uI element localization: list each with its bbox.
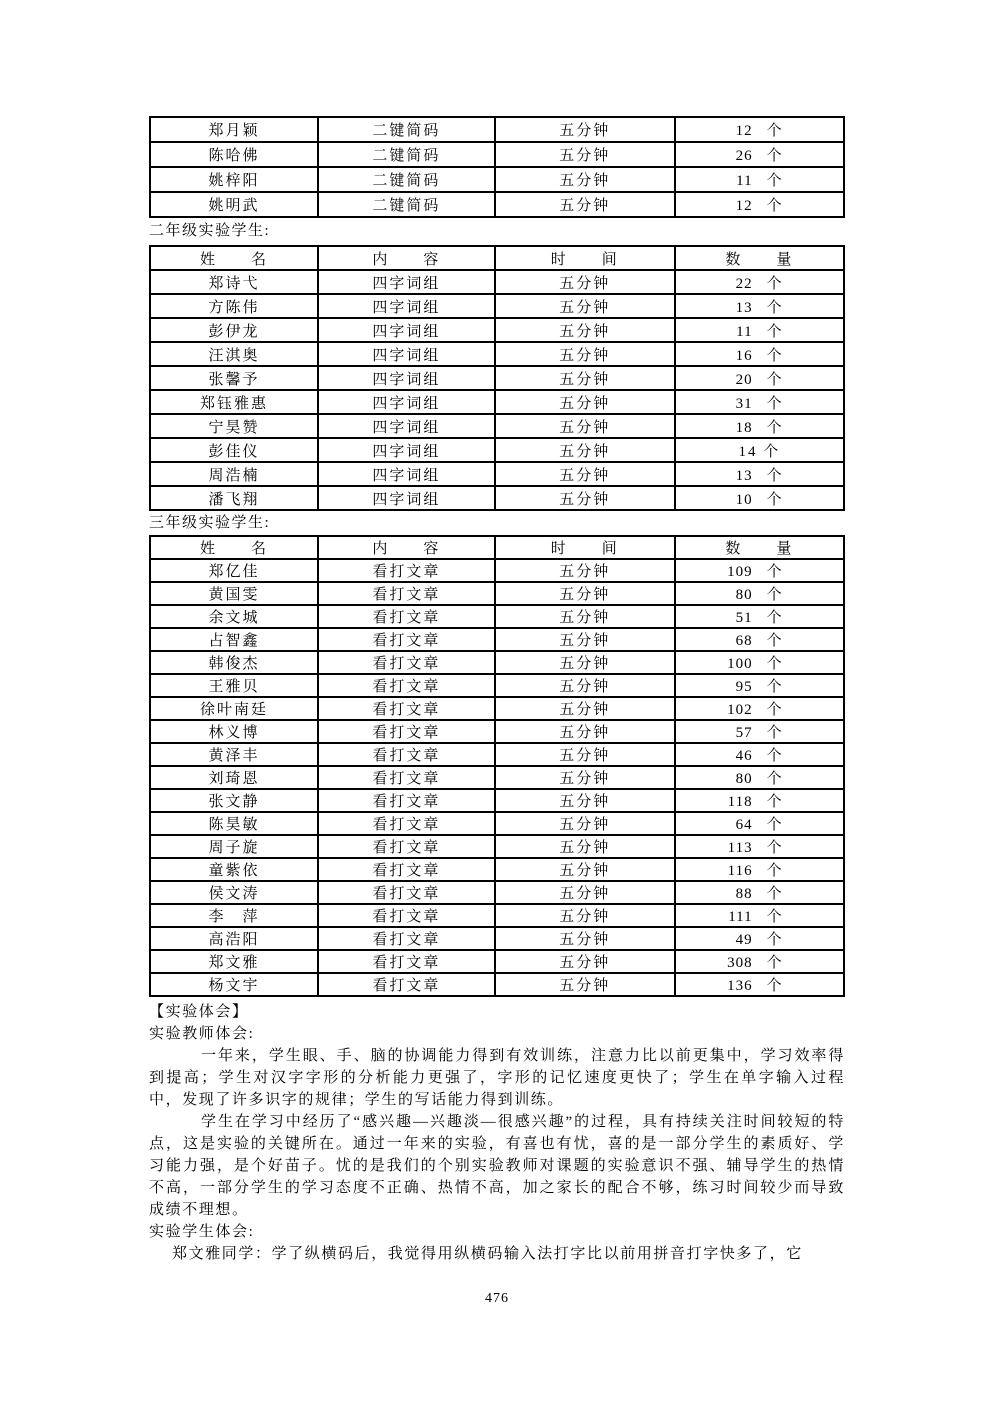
table-row [150, 342, 844, 366]
quantity-number: 88 [735, 886, 753, 902]
cell-name: 童紫依 [150, 858, 318, 881]
cell-content: 看打文章 [318, 674, 495, 697]
table-row [150, 414, 844, 438]
quantity-unit: 个 [766, 771, 783, 787]
cell-time: 五分钟 [495, 270, 675, 294]
cell-qty [675, 559, 844, 582]
quantity-number: 95 [735, 679, 753, 695]
cell-name: 方陈伟 [150, 294, 318, 318]
cell-content: 四字词组 [318, 486, 495, 510]
quantity-unit: 个 [766, 886, 783, 902]
cell-qty [675, 927, 844, 950]
cell-time: 五分钟 [495, 167, 675, 192]
cell-qty [675, 366, 844, 390]
header-row [150, 246, 844, 270]
cell-content: 看打文章 [318, 904, 495, 927]
cell-name: 汪淇奥 [150, 342, 318, 366]
cell-content: 看打文章 [318, 651, 495, 674]
cell-name: 张文静 [150, 789, 318, 812]
cell-qty [675, 192, 844, 217]
cell-time: 五分钟 [495, 835, 675, 858]
quantity-number: 31 [735, 395, 753, 412]
quantity-number: 111 [728, 909, 753, 925]
quantity-unit: 个 [766, 419, 783, 436]
quantity-unit: 个 [766, 932, 783, 948]
cell-content: 看打文章 [318, 582, 495, 605]
table-row [150, 651, 844, 674]
quantity-unit: 个 [766, 323, 783, 340]
quantity-unit: 个 [766, 633, 783, 649]
cell-time: 五分钟 [495, 858, 675, 881]
quantity-number: 109 [727, 564, 753, 580]
quantity-number: 12 [735, 198, 753, 214]
table-row [150, 812, 844, 835]
quantity-unit: 个 [766, 347, 783, 364]
table-row [150, 766, 844, 789]
cell-time: 五分钟 [495, 117, 675, 142]
table-row [150, 117, 844, 142]
cell-time: 五分钟 [495, 674, 675, 697]
table-row [150, 743, 844, 766]
quantity-unit: 个 [766, 794, 783, 810]
cell-content: 二键简码 [318, 142, 495, 167]
table-row [150, 835, 844, 858]
cell-content: 二键简码 [318, 117, 495, 142]
quantity-unit: 个 [766, 275, 783, 292]
cell-content: 看打文章 [318, 605, 495, 628]
cell-time: 五分钟 [495, 766, 675, 789]
cell-time: 五分钟 [495, 438, 675, 462]
quantity-unit: 个 [766, 198, 783, 214]
cell-time: 五分钟 [495, 366, 675, 390]
cell-qty [675, 318, 844, 342]
grade1-table-body [150, 117, 844, 217]
cell-name: 郑亿佳 [150, 559, 318, 582]
cell-name: 郑月颖 [150, 117, 318, 142]
cell-name: 郑诗弋 [150, 270, 318, 294]
cell-content: 看打文章 [318, 927, 495, 950]
cell-name: 韩俊杰 [150, 651, 318, 674]
quantity-number: 49 [735, 932, 753, 948]
cell-content: 看打文章 [318, 973, 495, 996]
quantity-number: 113 [727, 840, 753, 856]
table-row [150, 720, 844, 743]
quantity-number: 116 [727, 863, 753, 879]
quantity-unit: 个 [766, 909, 783, 925]
cell-name: 彭佳仪 [150, 438, 318, 462]
cell-time: 五分钟 [495, 192, 675, 217]
cell-qty [675, 117, 844, 142]
table-row [150, 142, 844, 167]
cell-content: 看打文章 [318, 812, 495, 835]
cell-content: 看打文章 [318, 950, 495, 973]
cell-qty [675, 766, 844, 789]
quantity-number: 10 [735, 491, 753, 508]
quantity-unit: 个 [766, 587, 783, 603]
quantity-unit: 个 [766, 491, 783, 508]
cell-content: 四字词组 [318, 342, 495, 366]
quantity-unit: 个 [766, 467, 783, 484]
cell-name: 彭伊龙 [150, 318, 318, 342]
cell-qty [675, 342, 844, 366]
cell-qty [675, 835, 844, 858]
cell-name: 占智鑫 [150, 628, 318, 651]
cell-content: 看打文章 [318, 697, 495, 720]
cell-content: 看打文章 [318, 858, 495, 881]
quantity-unit: 个 [766, 148, 783, 164]
student-reflections-paragraph-1: 郑文雅同学：学了纵横码后，我觉得用纵横码输入法打字比以前用拼音打字快多了，它 [172, 1246, 803, 1262]
cell-time: 五分钟 [495, 414, 675, 438]
quantity-unit: 个 [766, 702, 783, 718]
cell-qty [675, 462, 844, 486]
table-row [150, 294, 844, 318]
quantity-unit: 个 [766, 395, 783, 412]
cell-name: 潘飞翔 [150, 486, 318, 510]
quantity-number: 68 [735, 633, 753, 649]
cell-qty [675, 674, 844, 697]
table-row [150, 628, 844, 651]
cell-qty [675, 950, 844, 973]
cell-name: 周浩楠 [150, 462, 318, 486]
quantity-number: 51 [735, 610, 753, 626]
cell-qty [675, 605, 844, 628]
quantity-unit: 个 [766, 610, 783, 626]
quantity-number: 11 [736, 323, 753, 340]
table-row [150, 605, 844, 628]
cell-content: 二键简码 [318, 167, 495, 192]
section-title: 【实验体会】 [149, 1004, 249, 1020]
table-row [150, 318, 844, 342]
cell-time: 五分钟 [495, 582, 675, 605]
cell-qty [675, 414, 844, 438]
teacher-reflections-heading: 实验教师体会: [149, 1026, 255, 1042]
cell-name: 陈昊敏 [150, 812, 318, 835]
quantity-unit: 个 [766, 725, 783, 741]
column-header-name: 姓 名 [150, 536, 318, 559]
table-row [150, 950, 844, 973]
cell-time: 五分钟 [495, 720, 675, 743]
cell-name: 姚明武 [150, 192, 318, 217]
quantity-number: 46 [735, 748, 753, 764]
cell-content: 看打文章 [318, 766, 495, 789]
column-header-quantity: 数 量 [675, 536, 844, 559]
cell-time: 五分钟 [495, 559, 675, 582]
cell-time: 五分钟 [495, 789, 675, 812]
cell-content: 二键简码 [318, 192, 495, 217]
quantity-number: 80 [735, 771, 753, 787]
quantity-number: 57 [735, 725, 753, 741]
cell-content: 四字词组 [318, 366, 495, 390]
cell-content: 看打文章 [318, 835, 495, 858]
teacher-reflections-paragraph-2: 学生在学习中经历了“感兴趣—兴趣淡—很感兴趣”的过程，具有持续关注时间较短的特点，这是实验的关键所在。通过一年来的实验，有喜也有忧，喜的是一部分学生的素质好、学习能力强，是个好苗子。忧的是我们的个别实验教师对课题的实验意识不强、辅导学生的热情不高，一部分学生的学习态度不正确、热情不高，加之家长的配合不够，练习时间较少而导致成绩不理想。 [149, 1114, 845, 1218]
table-row [150, 927, 844, 950]
table-row [150, 973, 844, 996]
cell-time: 五分钟 [495, 651, 675, 674]
cell-name: 郑钰雅惠 [150, 390, 318, 414]
cell-name: 余文城 [150, 605, 318, 628]
grade1-results-table [149, 116, 845, 218]
table-row [150, 582, 844, 605]
table-row [150, 904, 844, 927]
quantity-number: 13 [735, 299, 753, 316]
quantity-number: 12 [735, 123, 753, 139]
grade2-table-body [150, 270, 844, 510]
cell-qty [675, 973, 844, 996]
table-row [150, 167, 844, 192]
grade2-results-table [149, 245, 845, 511]
table-row [150, 270, 844, 294]
grade2-section-label: 二年级实验学生: [149, 223, 271, 239]
quantity-unit: 个 [766, 123, 783, 139]
cell-name: 郑文雅 [150, 950, 318, 973]
cell-qty [675, 881, 844, 904]
cell-content: 看打文章 [318, 743, 495, 766]
quantity-unit: 个 [766, 173, 783, 189]
cell-time: 五分钟 [495, 973, 675, 996]
cell-qty [675, 142, 844, 167]
quantity-number: 26 [735, 148, 753, 164]
cell-name: 林义博 [150, 720, 318, 743]
cell-name: 王雅贝 [150, 674, 318, 697]
table-row [150, 462, 844, 486]
quantity-number: 13 [735, 467, 753, 484]
quantity-unit: 个 [766, 955, 783, 971]
table-row [150, 366, 844, 390]
quantity-number: 11 [736, 173, 753, 189]
cell-qty [675, 743, 844, 766]
cell-qty [675, 486, 844, 510]
experiment-reflections-section [149, 1001, 845, 1265]
cell-time: 五分钟 [495, 486, 675, 510]
cell-qty [675, 628, 844, 651]
quantity-number: 18 [735, 419, 753, 436]
page-content [149, 116, 845, 1307]
column-header-name: 姓 名 [150, 246, 318, 270]
table-row [150, 390, 844, 414]
cell-name: 侯文涛 [150, 881, 318, 904]
cell-qty [675, 167, 844, 192]
cell-name: 刘琦恩 [150, 766, 318, 789]
table-row [150, 697, 844, 720]
cell-time: 五分钟 [495, 318, 675, 342]
cell-content: 看打文章 [318, 789, 495, 812]
cell-time: 五分钟 [495, 342, 675, 366]
quantity-unit: 个 [766, 371, 783, 388]
cell-qty [675, 858, 844, 881]
cell-qty [675, 720, 844, 743]
quantity-number: 100 [727, 656, 753, 672]
header-row [150, 536, 844, 559]
grade3-table-header [150, 536, 844, 559]
cell-time: 五分钟 [495, 904, 675, 927]
quantity-unit: 个 [766, 978, 783, 994]
table-row [150, 789, 844, 812]
table-row [150, 486, 844, 510]
cell-content: 看打文章 [318, 559, 495, 582]
cell-qty: 14 个 [675, 438, 844, 462]
cell-content: 四字词组 [318, 294, 495, 318]
cell-content: 四字词组 [318, 438, 495, 462]
grade3-table-body [150, 559, 844, 996]
quantity-unit: 个 [766, 863, 783, 879]
table-row [150, 881, 844, 904]
student-reflections-heading: 实验学生体会: [149, 1224, 255, 1240]
cell-qty [675, 294, 844, 318]
quantity-unit: 个 [766, 840, 783, 856]
page-number: 476 [485, 1291, 509, 1306]
quantity-number: 16 [735, 347, 753, 364]
quantity-number: 136 [727, 978, 753, 994]
quantity-number: 102 [727, 702, 753, 718]
table-row [150, 559, 844, 582]
table-row [150, 438, 844, 462]
cell-name: 陈哈佛 [150, 142, 318, 167]
cell-content: 四字词组 [318, 270, 495, 294]
cell-content: 四字词组 [318, 462, 495, 486]
cell-time: 五分钟 [495, 142, 675, 167]
cell-qty [675, 904, 844, 927]
cell-name: 徐叶南廷 [150, 697, 318, 720]
quantity-number: 308 [727, 955, 753, 971]
cell-qty [675, 582, 844, 605]
quantity-unit: 个 [766, 748, 783, 764]
cell-time: 五分钟 [495, 927, 675, 950]
quantity-unit: 个 [766, 679, 783, 695]
cell-name: 宁昊赞 [150, 414, 318, 438]
quantity-unit: 个 [766, 299, 783, 316]
cell-time: 五分钟 [495, 812, 675, 835]
column-header-time: 时 间 [495, 536, 675, 559]
cell-time: 五分钟 [495, 881, 675, 904]
cell-content: 看打文章 [318, 881, 495, 904]
teacher-reflections-paragraph-1: 一年来，学生眼、手、脑的协调能力得到有效训练，注意力比以前更集中，学习效率得到提高；学生对汉字字形的分析能力更强了，字形的记忆速度更快了；学生在单字输入过程中，发现了许多识字的规律；学生的写话能力得到训练。 [149, 1048, 845, 1108]
cell-qty [675, 789, 844, 812]
cell-name: 黄泽丰 [150, 743, 318, 766]
cell-name: 李 萍 [150, 904, 318, 927]
cell-qty [675, 390, 844, 414]
cell-name: 高浩阳 [150, 927, 318, 950]
cell-time: 五分钟 [495, 294, 675, 318]
quantity-number: 20 [735, 371, 753, 388]
cell-time: 五分钟 [495, 628, 675, 651]
cell-name: 张馨予 [150, 366, 318, 390]
cell-time: 五分钟 [495, 390, 675, 414]
cell-time: 五分钟 [495, 605, 675, 628]
table-row [150, 192, 844, 217]
grade3-results-table [149, 535, 845, 997]
cell-content: 四字词组 [318, 318, 495, 342]
cell-qty [675, 270, 844, 294]
grade2-table-header [150, 246, 844, 270]
cell-time: 五分钟 [495, 743, 675, 766]
cell-time: 五分钟 [495, 697, 675, 720]
column-header-time: 时 间 [495, 246, 675, 270]
column-header-content: 内 容 [318, 246, 495, 270]
quantity-unit: 个 [766, 564, 783, 580]
grade3-section-label: 三年级实验学生: [149, 515, 271, 531]
column-header-content: 内 容 [318, 536, 495, 559]
cell-content: 看打文章 [318, 628, 495, 651]
cell-name: 周子旋 [150, 835, 318, 858]
cell-name: 杨文宇 [150, 973, 318, 996]
cell-qty [675, 812, 844, 835]
table-row [150, 858, 844, 881]
quantity-number: 118 [727, 794, 753, 810]
cell-name: 黄国雯 [150, 582, 318, 605]
cell-content: 看打文章 [318, 720, 495, 743]
quantity-unit: 个 [766, 817, 783, 833]
cell-name: 姚梓阳 [150, 167, 318, 192]
quantity-number: 80 [735, 587, 753, 603]
cell-content: 四字词组 [318, 390, 495, 414]
cell-time: 五分钟 [495, 950, 675, 973]
column-header-quantity: 数 量 [675, 246, 844, 270]
cell-time: 五分钟 [495, 462, 675, 486]
cell-content: 四字词组 [318, 414, 495, 438]
quantity-number: 22 [735, 275, 753, 292]
table-row [150, 674, 844, 697]
cell-qty [675, 651, 844, 674]
cell-qty [675, 697, 844, 720]
quantity-unit: 个 [766, 656, 783, 672]
quantity-number: 64 [735, 817, 753, 833]
